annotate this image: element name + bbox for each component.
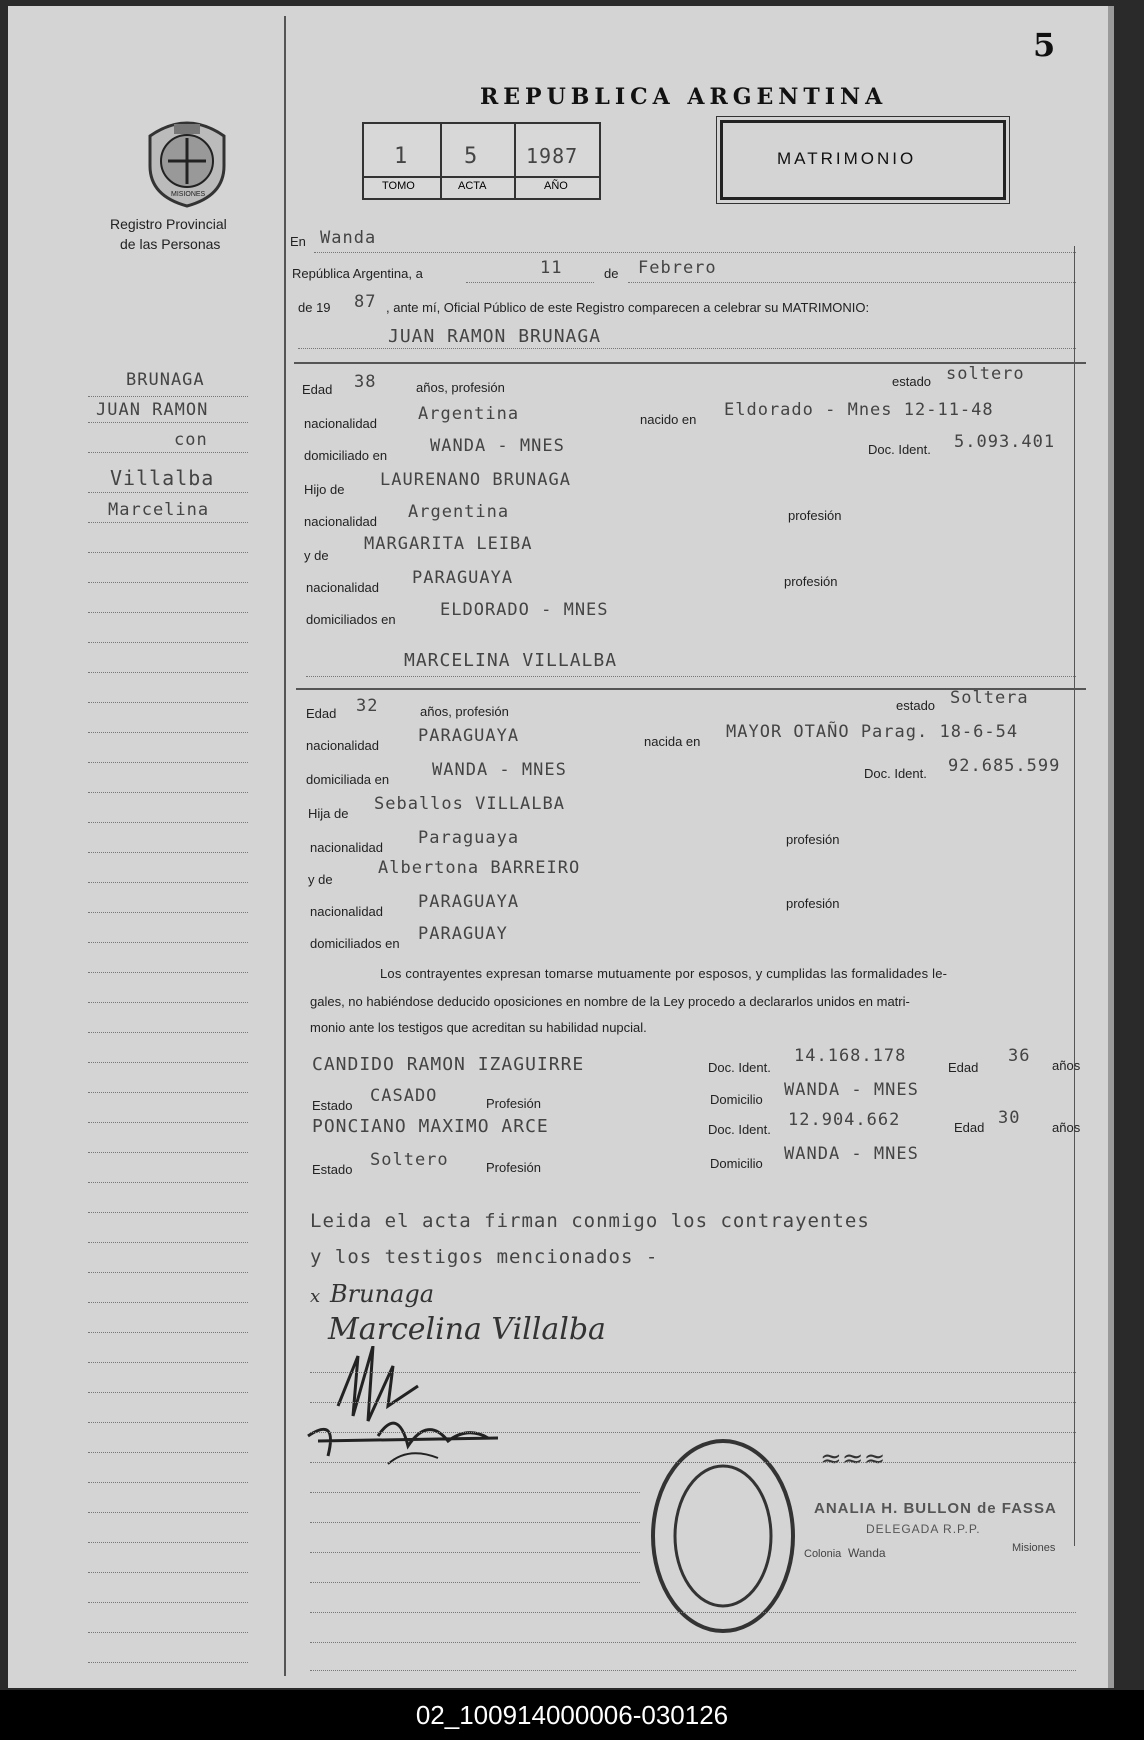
coat-of-arms-label: MISIONES: [171, 191, 206, 198]
groom-father: LAURENANO BRUNAGA: [380, 470, 571, 490]
intro-day: 11: [540, 258, 563, 278]
sidebar-surname2: Villalba: [110, 466, 215, 490]
header-box: [362, 122, 601, 200]
year-suffix: 87: [354, 292, 377, 312]
de-label: de: [604, 266, 619, 281]
bride-signature-2: Marcelina Villalba: [328, 1312, 606, 1347]
bride-doc: 92.685.599: [948, 756, 1061, 776]
bride-parents-dom: PARAGUAY: [418, 924, 508, 944]
declaration-line3: monio ante los testigos que acreditan su habilidad nupcial.: [310, 1020, 647, 1035]
bride-mother: Albertona BARREIRO: [378, 858, 581, 878]
bride-estado: Soltera: [950, 688, 1029, 708]
bride-father: Seballos VILLALBA: [374, 794, 565, 814]
bride-name: MARCELINA VILLALBA: [404, 650, 618, 671]
registry-line1: Registro Provincial: [110, 216, 227, 232]
witness2-estado: Soltero: [370, 1150, 449, 1170]
colonia-label: Colonia: [804, 1548, 842, 1560]
official-title: DELEGADA R.P.P.: [866, 1522, 981, 1536]
witness1-estado: CASADO: [370, 1086, 438, 1106]
acta-label: ACTA: [458, 180, 487, 192]
declaration-line2: gales, no habiéndose deducido oposiciones en nombre de la Ley procedo a declararlos unidos en matri-: [310, 994, 910, 1009]
closing-line2: y los testigos mencionados -: [310, 1246, 659, 1268]
bride-signature-1: Brunaga: [330, 1280, 435, 1308]
bride-domicilio: WANDA - MNES: [432, 760, 567, 780]
groom-mother: MARGARITA LEIBA: [364, 534, 533, 554]
witness2-domicilio: WANDA - MNES: [784, 1144, 919, 1164]
bride-signature-prefix: x: [310, 1286, 321, 1307]
sidebar-surname1: BRUNAGA: [126, 370, 205, 390]
official-name: ANALIA H. BULLON de FASSA: [814, 1500, 1057, 1517]
doc-type-box: [720, 120, 1006, 200]
image-id-footer: 02_100914000006-030126: [0, 1690, 1144, 1740]
witness1-name: CANDIDO RAMON IZAGUIRRE: [312, 1054, 585, 1075]
tomo-label: TOMO: [382, 180, 415, 192]
bride-age: 32: [356, 696, 379, 716]
anio-label: AÑO: [544, 180, 568, 192]
register-page: 5 REPUBLICA ARGENTINA MISIONES Registro Provincial de las Personas 1 5 1987 TOMO ACTA AÑO MATRIMONIO BRUNAGA JUAN RAMON con Villalba Marcelina En Wanda República Argentina, a 11 de Febrero de 19 87 , ante mí, Oficial Público de este Registro comparecen a celebrar su MATRIMONIO: JUAN RAMON BRUNAGA Edad 38 años, profesión estado soltero nacionalidad Argentina nacido en Eldorado - Mnes 12-11-48 domiciliado en WANDA - MNES Doc. Ident. 5.093.401 Hijo de LAURENANO BRUNAGA nacionalidad Argentina profesión y de MARGARITA LEIBA nacionalidad PARAGUAYA profesión domiciliados en ELDORADO - MNES MARCELINA VILLALBA Edad 32 años, profesión estado Soltera nacionalidad PARAGUAYA nacida en MAYOR OTAÑO Parag. 18-6-54 domiciliada en WANDA - MNES Doc. Ident. 92.685.599 Hija de Seballos VILLALBA nacionalidad Paraguaya profesión y de Albertona BARREIRO nacionalidad PARAGUAYA profesión domiciliados en PARAGUAY Los contrayentes expresan tomarse mutuamente por esposos, y cumplidas las formalidades le- gales, no habiéndose deducido oposiciones en nombre de la Ley procedo a declararlos unidos en matri- monio ante los testigos que acreditan su habilidad nupcial. CANDIDO RAMON IZAGUIRRE Doc. Ident. 14.168.178 Edad 36 años Estado CASADO Profesión Domicilio WANDA - MNES PONCIANO MAXIMO ARCE Doc. Ident. 12.904.662 Edad 30 años Estado Soltero Profesión Domicilio WANDA - MNES Leida el acta firman conmigo los contrayentes y los testigos mencionados - x Brunaga Marcelina Villalba ≈≈≈ ANALIA H. BULLON de FASSA DELEGADA R.P.P. Colonia Wanda Misiones: [8, 6, 1114, 1688]
groom-domicilio: WANDA - MNES: [430, 436, 565, 456]
sidebar-given2: Marcelina: [108, 500, 210, 520]
tomo-value: 1: [394, 144, 409, 169]
bride-father-nac: Paraguaya: [418, 828, 520, 848]
en-label: En: [290, 234, 306, 249]
closing-line1: Leida el acta firman conmigo los contrayentes: [310, 1210, 870, 1232]
groom-father-nac: Argentina: [408, 502, 510, 522]
groom-nacionalidad: Argentina: [418, 404, 520, 424]
sidebar-conn: con: [174, 430, 208, 450]
witness2-doc: 12.904.662: [788, 1110, 901, 1130]
bride-nacida: MAYOR OTAÑO Parag. 18-6-54: [726, 722, 1019, 742]
groom-nacido: Eldorado - Mnes 12-11-48: [724, 400, 994, 420]
doc-type: MATRIMONIO: [777, 149, 917, 168]
witness1-domicilio: WANDA - MNES: [784, 1080, 919, 1100]
groom-age: 38: [354, 372, 377, 392]
witness1-doc: 14.168.178: [794, 1046, 907, 1066]
witness1-age: 36: [1008, 1046, 1031, 1066]
official-signature: ≈≈≈: [820, 1444, 886, 1474]
groom-name: JUAN RAMON BRUNAGA: [388, 326, 602, 347]
groom-doc: 5.093.401: [954, 432, 1056, 452]
bride-nacionalidad: PARAGUAYA: [418, 726, 520, 746]
declaration-line1: Los contrayentes expresan tomarse mutuamente por esposos, y cumplidas las formalidades le-: [380, 966, 948, 981]
intro-month: Febrero: [638, 258, 717, 278]
official-stamp: [648, 1436, 798, 1636]
groom-mother-nac: PARAGUAYA: [412, 568, 514, 588]
anio-value: 1987: [526, 144, 579, 168]
acta-value: 5: [464, 144, 479, 169]
groom-parents-dom: ELDORADO - MNES: [440, 600, 609, 620]
groom-estado: soltero: [946, 364, 1025, 384]
page-number: 5: [1033, 26, 1056, 64]
witness2-name: PONCIANO MAXIMO ARCE: [312, 1116, 549, 1137]
intro-statement: , ante mí, Oficial Público de este Registro comparecen a celebrar su MATRIMONIO:: [386, 300, 870, 315]
bride-mother-nac: PARAGUAYA: [418, 892, 520, 912]
rep-label: República Argentina, a: [292, 266, 423, 281]
province: Misiones: [1012, 1542, 1056, 1554]
registry-line2: de las Personas: [120, 236, 221, 252]
intro-place: Wanda: [320, 228, 377, 248]
country-title: REPUBLICA ARGENTINA: [480, 84, 888, 110]
sidebar-given1: JUAN RAMON: [96, 400, 209, 420]
colonia-value: Wanda: [848, 1546, 886, 1560]
witness-signatures: [298, 1346, 538, 1476]
year-prefix: de 19: [298, 300, 331, 315]
witness2-age: 30: [998, 1108, 1021, 1128]
